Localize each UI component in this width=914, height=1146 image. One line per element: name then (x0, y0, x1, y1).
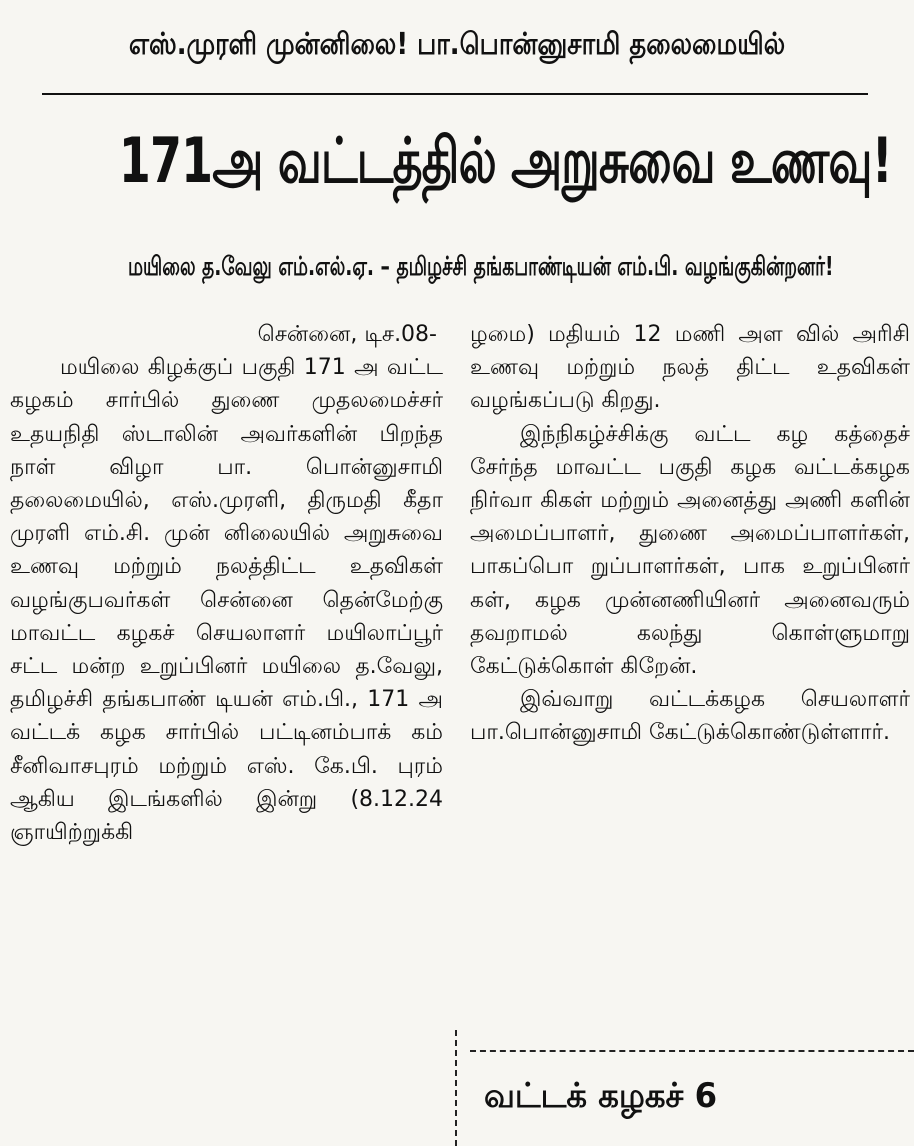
article-kicker: எஸ்.முரளி முன்னிலை! பா.பொன்னுசாமி தலைமையில் (128, 27, 786, 62)
article-headline: 171அ வட்டத்தில் அறுசுவை உணவு! (118, 124, 892, 197)
kicker-divider (42, 93, 868, 95)
article-subhead: மயிலை த.வேலு எம்.எல்.ஏ. – தமிழச்சி தங்கபாண்டியன் எம்.பி. வழங்குகின்றனர்! (127, 252, 834, 282)
body-paragraph-1-continued: ழமை) மதியம் 12 மணி அள வில் அரிசி உணவு மற்றும் நலத் திட்ட உதவிகள் வழங்கப்படு கிறது. (470, 322, 910, 414)
body-paragraph-2: இந்நிகழ்ச்சிக்கு வட்ட கழ கத்தைச் சேர்ந்த மாவட்ட பகுதி கழக வட்டக்கழக நிர்வா கிகள் மற்றும் அனைத்து அணி களின் அமைப்பாளர், துணை அமைப்பாளர்கள், பாகப்பொ றுப்பாளர்கள், பாக உறுப்பினர் கள், கழக முன்னணியினர் அனைவரும் தவறாமல் கலந்து கொள்ளுமாறு கேட்டுக்கொள் கிறேன். (470, 421, 910, 680)
box-divider-dashed (470, 1050, 914, 1052)
body-paragraph-3: இவ்வாறு வட்டக்கழக செயலாளர் பா.பொன்னுசாமி கேட்டுக்கொண்டுள்ளார். (470, 687, 910, 746)
column-divider-dashed (455, 1030, 457, 1146)
body-paragraph-1: மயிலை கிழக்குப் பகுதி 171 அ வட்ட கழகம் சார்பில் துணை முதலமைச்சர் உதயநிதி ஸ்டாலின் அவர்களின் பிறந்த நாள் விழா பா. பொன்னுசாமி தலைமையில், எஸ்.முரளி, திருமதி கீதா முரளி எம்.சி. முன் னிலையில் அறுசுவை உணவு மற்றும் நலத்திட்ட உதவிகள் வழங்குபவர்கள் சென்னை தென்மேற்கு மாவட்ட கழகச் செயலாளர் மயிலாப்பூர் சட்ட மன்ற உறுப்பினர் மயிலை த.வேலு, தமிழச்சி தங்கபாண் டியன் எம்.பி., 171 அ வட்டக் கழக சார்பில் பட்டினம்பாக் கம் சீனிவாசபுரம் மற்றும் எஸ். கே.பி. புரம் ஆகிய இடங்களில் இன்று (8.12.24 ஞாயிற்றுக்கி (10, 355, 443, 846)
next-story-headline: வட்டக் கழகச் 6 (484, 1076, 718, 1116)
article-dateline: சென்னை, டிச.08- (257, 322, 437, 347)
body-column-left (10, 318, 443, 1146)
body-column-right (470, 318, 910, 850)
